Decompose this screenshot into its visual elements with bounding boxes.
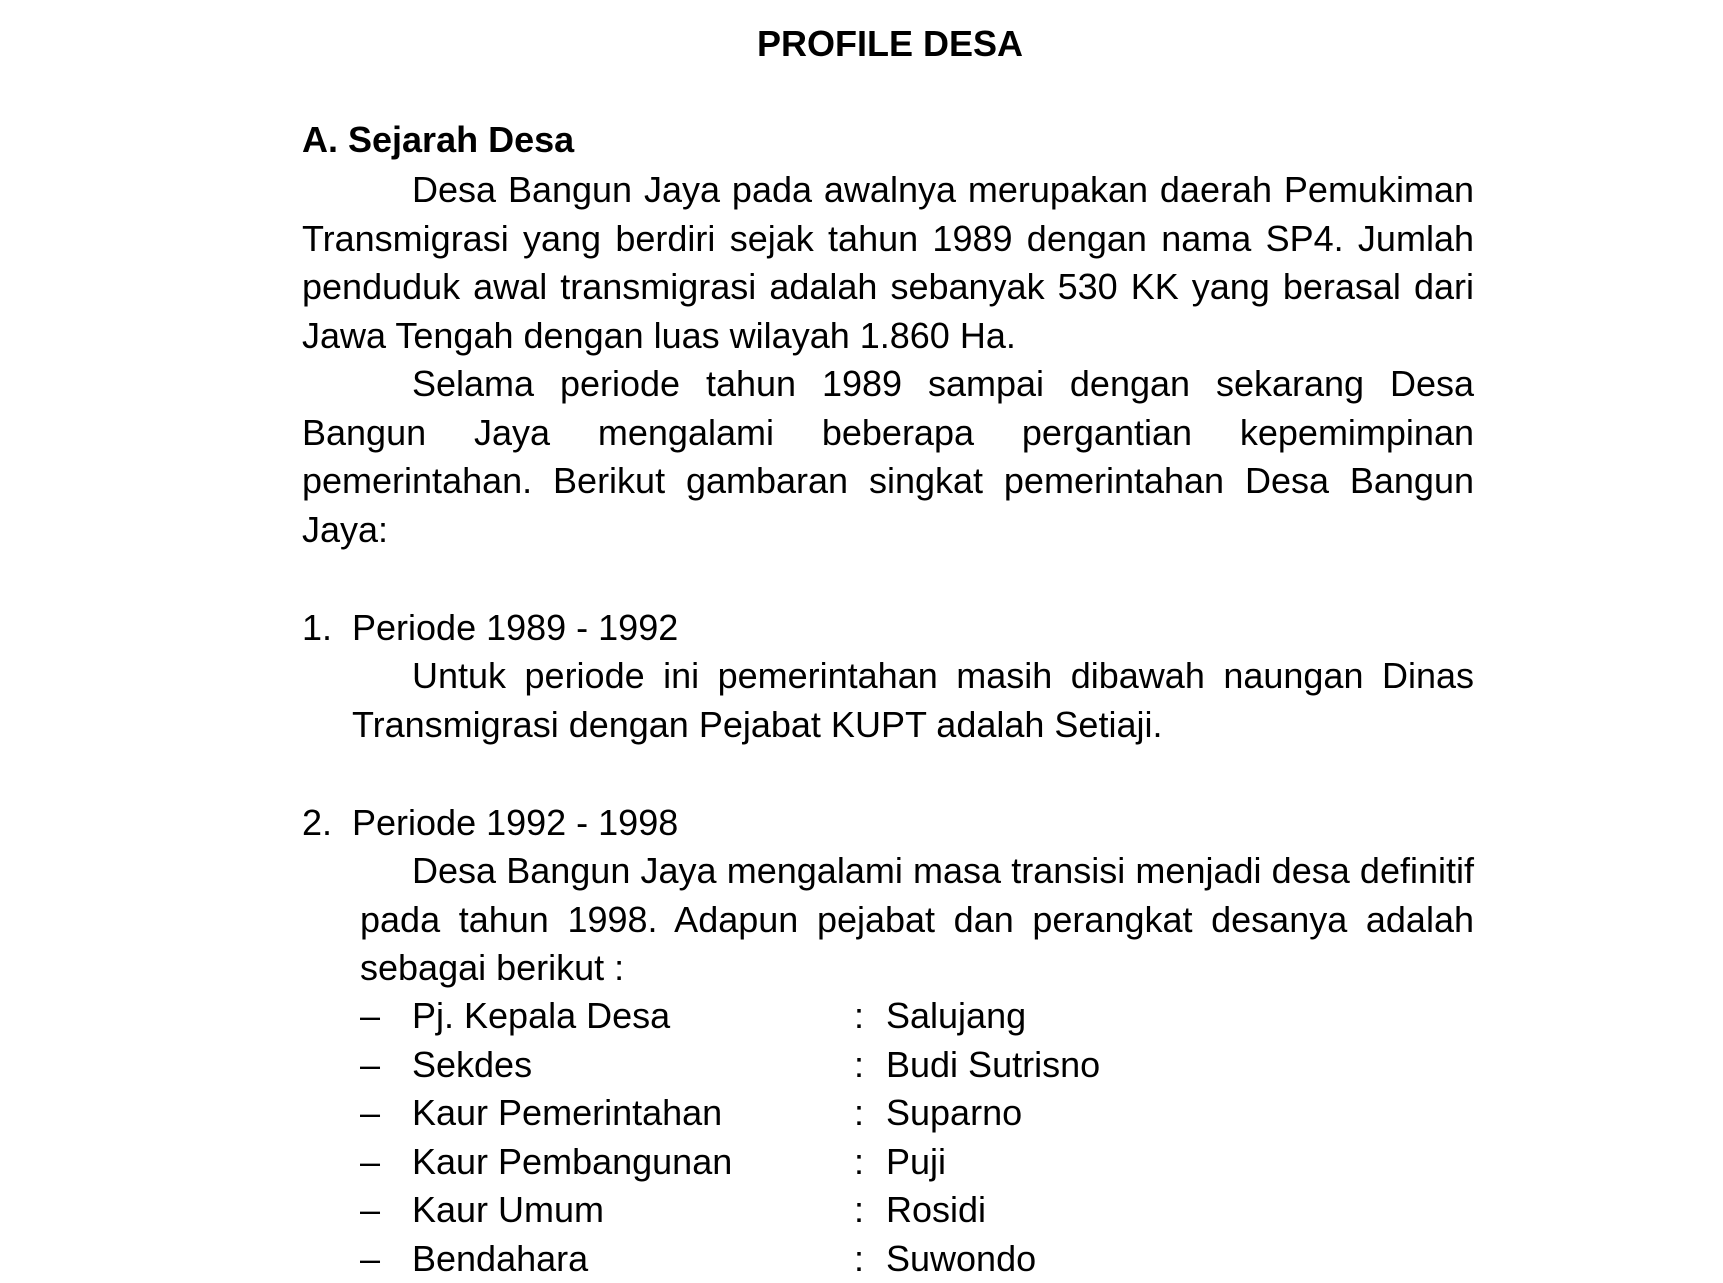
official-row — [360, 992, 1474, 1041]
official-row — [360, 1186, 1474, 1235]
period-description-1: Untuk periode ini pemerintahan masih dibawah naungan Dinas Transmigrasi dengan Pejabat KUPT adalah Setiaji. — [352, 652, 1474, 749]
official-name: Suwondo — [886, 1235, 1036, 1283]
list-dash: – — [360, 1138, 380, 1186]
officials-list — [360, 992, 1474, 1283]
period-title-2 — [302, 799, 678, 847]
official-colon: : — [854, 992, 864, 1040]
official-name: Rosidi — [886, 1186, 986, 1234]
period-description-2: Desa Bangun Jaya mengalami masa transisi menjadi desa definitif pada tahun 1998. Adapun pejabat dan perangkat desanya adalah sebagai berikut : — [360, 847, 1474, 993]
official-role: Pj. Kepala Desa — [412, 992, 670, 1040]
period-title-text: Periode 1989 - 1992 — [352, 607, 678, 648]
official-colon: : — [854, 1235, 864, 1283]
official-colon: : — [854, 1089, 864, 1137]
period-number: 1. — [302, 604, 352, 652]
official-role: Kaur Umum — [412, 1186, 604, 1234]
official-colon: : — [854, 1041, 864, 1089]
period-title-text: Periode 1992 - 1998 — [352, 802, 678, 843]
period-title-1 — [302, 604, 678, 652]
list-dash: – — [360, 1089, 380, 1137]
official-role: Bendahara — [412, 1235, 588, 1283]
official-row — [360, 1089, 1474, 1138]
list-dash: – — [360, 1235, 380, 1283]
official-name: Budi Sutrisno — [886, 1041, 1100, 1089]
list-dash: – — [360, 1186, 380, 1234]
official-row — [360, 1041, 1474, 1090]
list-dash: – — [360, 1041, 380, 1089]
official-colon: : — [854, 1186, 864, 1234]
history-paragraph-1: Desa Bangun Jaya pada awalnya merupakan daerah Pemukiman Transmigrasi yang berdiri sejak tahun 1989 dengan nama SP4. Jumlah penduduk awal transmigrasi adalah sebanyak 530 KK yang berasal dari Jawa Tengah dengan luas wilayah 1.860 Ha. — [302, 166, 1474, 360]
official-role: Kaur Pemerintahan — [412, 1089, 722, 1137]
official-row — [360, 1138, 1474, 1187]
official-role: Kaur Pembangunan — [412, 1138, 732, 1186]
official-name: Puji — [886, 1138, 946, 1186]
section-heading: A. Sejarah Desa — [302, 116, 574, 164]
period-number: 2. — [302, 799, 352, 847]
official-colon: : — [854, 1138, 864, 1186]
official-row — [360, 1235, 1474, 1283]
list-dash: – — [360, 992, 380, 1040]
history-paragraph-2: Selama periode tahun 1989 sampai dengan sekarang Desa Bangun Jaya mengalami beberapa pergantian kepemimpinan pemerintahan. Berikut gambaran singkat pemerintahan Desa Bangun Jaya: — [302, 360, 1474, 554]
official-name: Salujang — [886, 992, 1026, 1040]
official-name: Suparno — [886, 1089, 1022, 1137]
document-title: PROFILE DESA — [0, 20, 1723, 68]
official-role: Sekdes — [412, 1041, 532, 1089]
